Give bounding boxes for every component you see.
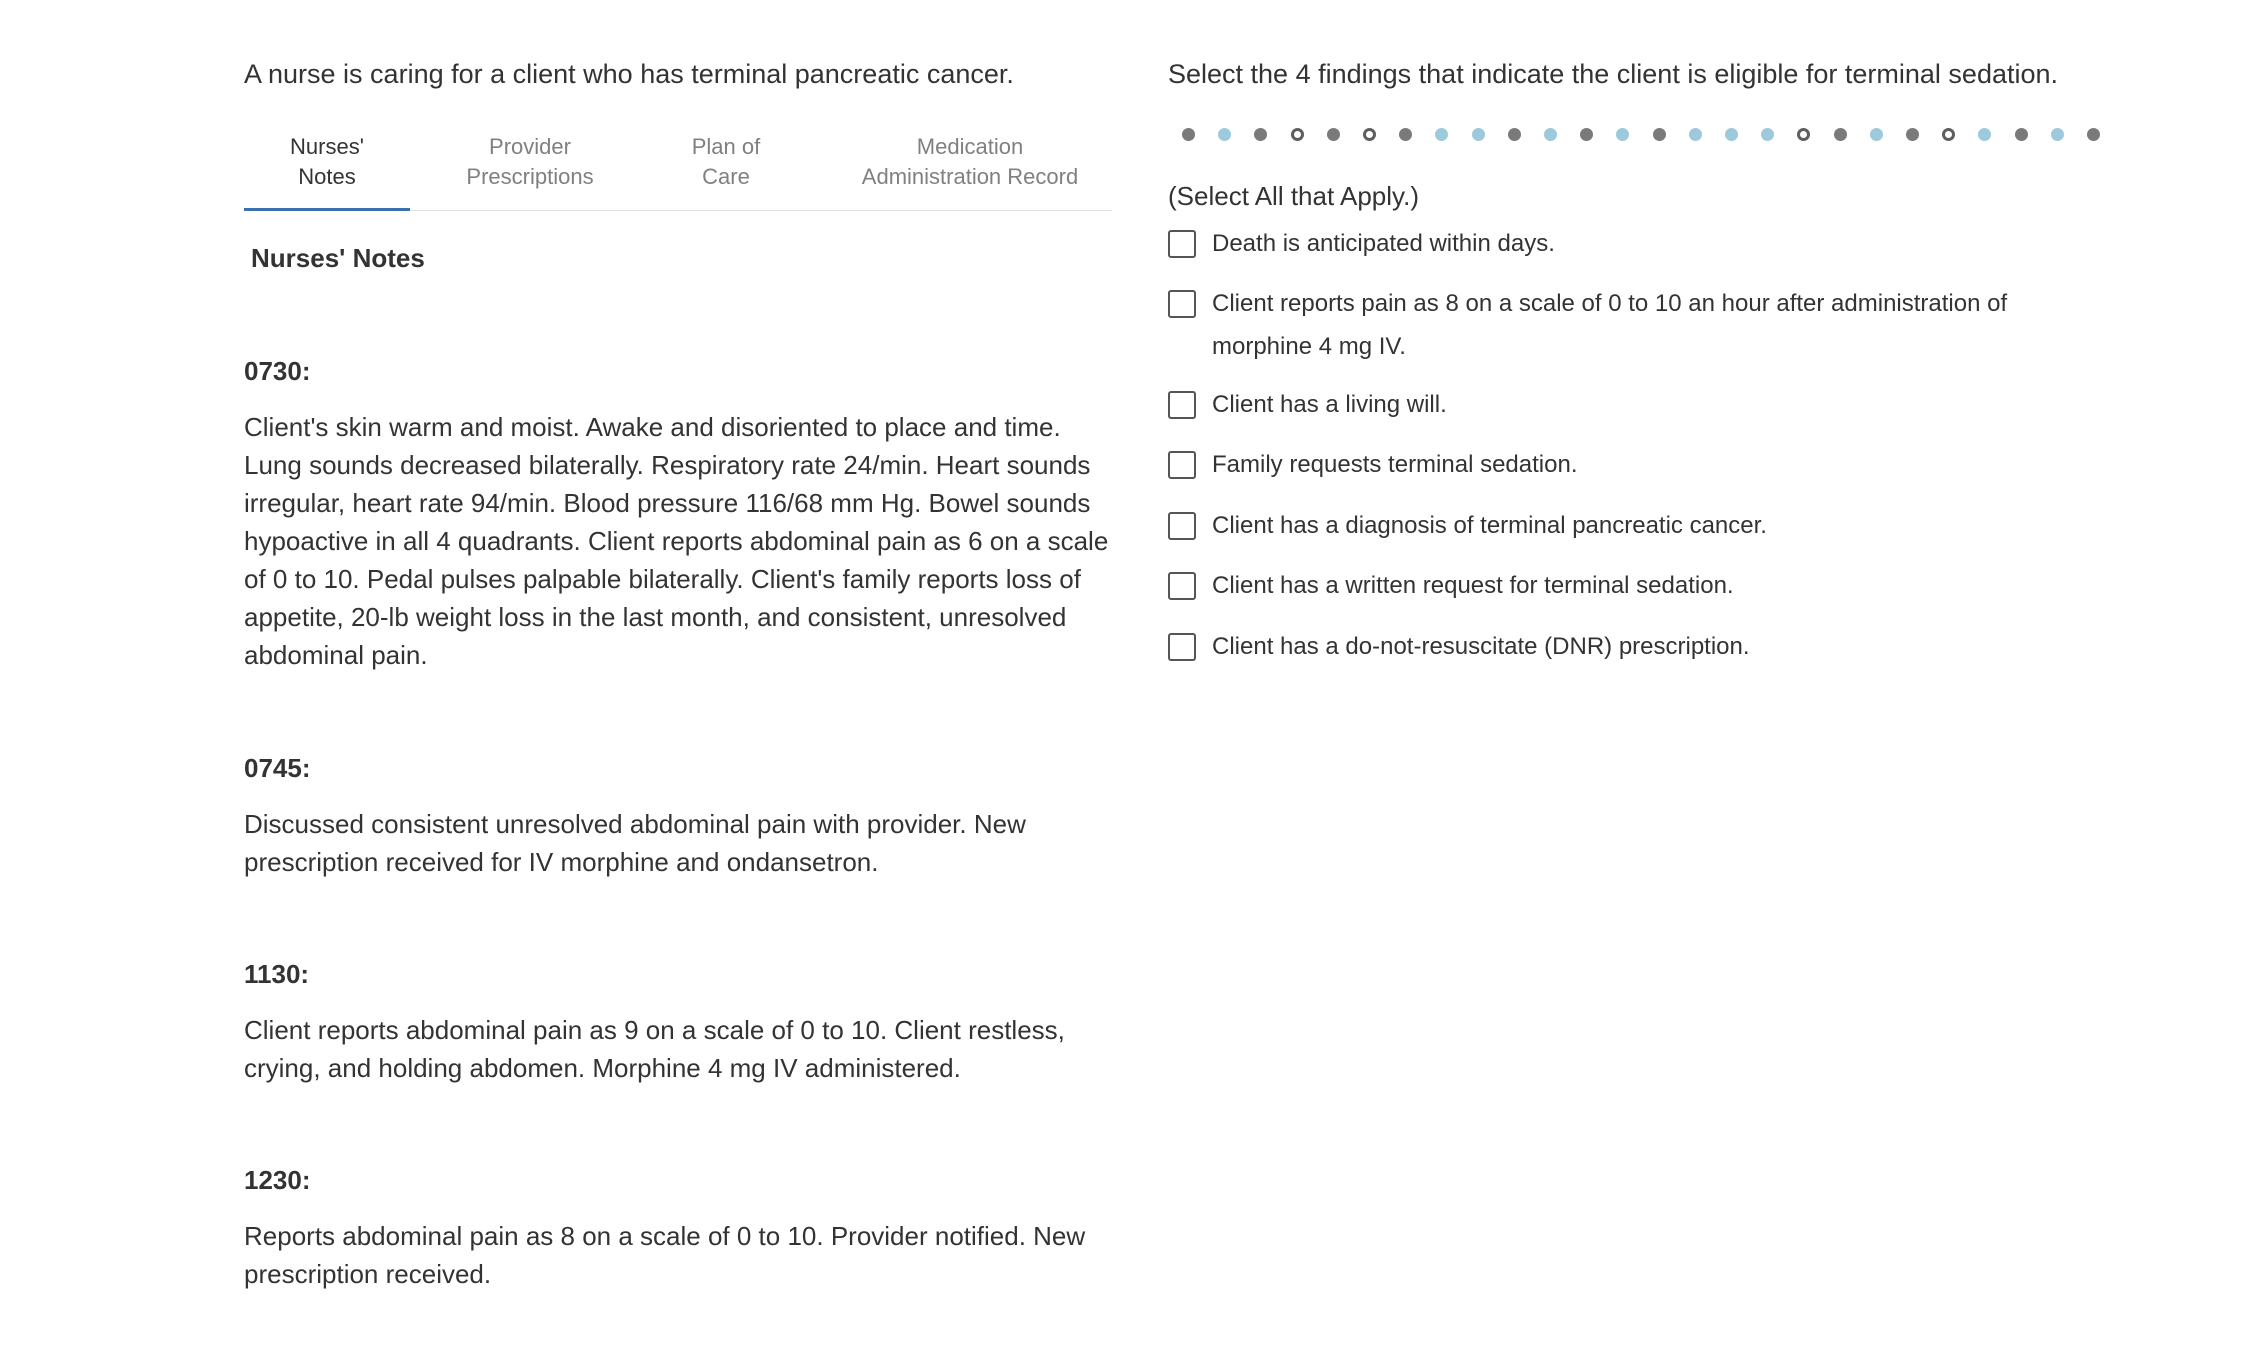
tab-label-line2: Notes xyxy=(298,164,356,189)
progress-dot[interactable] xyxy=(1725,128,1738,141)
tab-bar xyxy=(244,132,1112,211)
tab-provider-prescriptions[interactable] xyxy=(440,132,620,210)
option-label: Client has a written request for terminal sedation. xyxy=(1212,572,1734,599)
progress-dot[interactable] xyxy=(2051,128,2064,141)
progress-dot[interactable] xyxy=(1399,128,1412,141)
note-text: Client's skin warm and moist. Awake and disoriented to place and time. Lung sounds decreased bilaterally. Respiratory rate 24/min. Heart sounds irregular, heart rate 94/min. Blood pressure 116/68 mm Hg. Bowel sounds hypoactive in all 4 quadrants. Client reports abdominal pain as 6 on a scale of 0 to 10. Pedal pulses palpable bilaterally. Client's family reports loss of appetite, 20-lb weight loss in the last month, and consistent, unresolved abdominal pain. xyxy=(244,412,1109,670)
checkbox[interactable] xyxy=(1168,451,1196,479)
note-text: Reports abdominal pain as 8 on a scale of 0 to 10. Provider notified. New prescription received. xyxy=(244,1221,1086,1289)
tab-label-line2: Prescriptions xyxy=(466,164,594,189)
progress-dot[interactable] xyxy=(1544,128,1557,141)
note-text: Client reports abdominal pain as 9 on a scale of 0 to 10. Client restless, crying, and holding abdomen. Morphine 4 mg IV administered. xyxy=(244,1015,1065,1083)
progress-dot[interactable] xyxy=(1580,128,1593,141)
tab-label-line1: Plan of xyxy=(691,134,761,159)
note-text: Discussed consistent unresolved abdominal pain with provider. New prescription received for IV morphine and ondansetron. xyxy=(244,809,1026,877)
progress-dots xyxy=(1182,128,2102,142)
tab-label-line2: Care xyxy=(702,164,750,189)
tab-medication-administration-record[interactable] xyxy=(820,132,1120,210)
progress-dot[interactable] xyxy=(1761,128,1774,141)
progress-dot[interactable] xyxy=(1870,128,1883,141)
scenario-text: A nurse is caring for a client who has terminal pancreatic cancer. xyxy=(244,59,1014,89)
progress-dot[interactable] xyxy=(1834,128,1847,141)
checkbox[interactable] xyxy=(1168,290,1196,318)
checkbox[interactable] xyxy=(1168,512,1196,540)
option-label: Death is anticipated within days. xyxy=(1212,230,1555,257)
progress-dot[interactable] xyxy=(1942,128,1955,141)
question-prompt: Select the 4 findings that indicate the client is eligible for terminal sedation. xyxy=(1168,59,2059,89)
note-time: 0730: xyxy=(244,356,311,386)
checkbox[interactable] xyxy=(1168,572,1196,600)
tab-nurses-notes[interactable] xyxy=(244,132,410,210)
progress-dot[interactable] xyxy=(1218,128,1231,141)
progress-dot[interactable] xyxy=(1508,128,1521,141)
progress-dot[interactable] xyxy=(1363,128,1376,141)
progress-dot[interactable] xyxy=(1906,128,1919,141)
checkbox[interactable] xyxy=(1168,391,1196,419)
select-all-instruction: (Select All that Apply.) xyxy=(1168,181,1419,211)
notes-heading: Nurses' Notes xyxy=(251,243,425,273)
progress-dot[interactable] xyxy=(1182,128,1195,141)
tab-label-line1: Provider xyxy=(489,134,571,159)
option-label: Client has a living will. xyxy=(1212,391,1447,418)
progress-dot[interactable] xyxy=(2015,128,2028,141)
option-label: Client reports pain as 8 on a scale of 0 to 10 an hour after administration of morphine 4 mg IV. xyxy=(1212,290,2008,360)
option-label: Client has a diagnosis of terminal pancreatic cancer. xyxy=(1212,512,1767,539)
option-label: Family requests terminal sedation. xyxy=(1212,451,1578,478)
checkbox[interactable] xyxy=(1168,633,1196,661)
tab-plan-of-care[interactable] xyxy=(656,132,796,210)
progress-dot[interactable] xyxy=(1616,128,1629,141)
note-time: 0745: xyxy=(244,753,311,783)
tab-label-line1: Nurses' xyxy=(290,134,364,159)
progress-dot[interactable] xyxy=(1291,128,1304,141)
progress-dot[interactable] xyxy=(2087,128,2100,141)
progress-dot[interactable] xyxy=(1653,128,1666,141)
note-time: 1230: xyxy=(244,1165,311,1195)
note-time: 1130: xyxy=(244,959,310,989)
tab-label-line2: Administration Record xyxy=(861,164,1079,189)
checkbox[interactable] xyxy=(1168,230,1196,258)
progress-dot[interactable] xyxy=(1472,128,1485,141)
progress-dot[interactable] xyxy=(1978,128,1991,141)
progress-dot[interactable] xyxy=(1797,128,1810,141)
tab-label-line1: Medication xyxy=(916,134,1024,159)
progress-dot[interactable] xyxy=(1689,128,1702,141)
progress-dot[interactable] xyxy=(1435,128,1448,141)
progress-dot[interactable] xyxy=(1327,128,1340,141)
option-label: Client has a do-not-resuscitate (DNR) prescription. xyxy=(1212,633,1750,660)
progress-dot[interactable] xyxy=(1254,128,1267,141)
